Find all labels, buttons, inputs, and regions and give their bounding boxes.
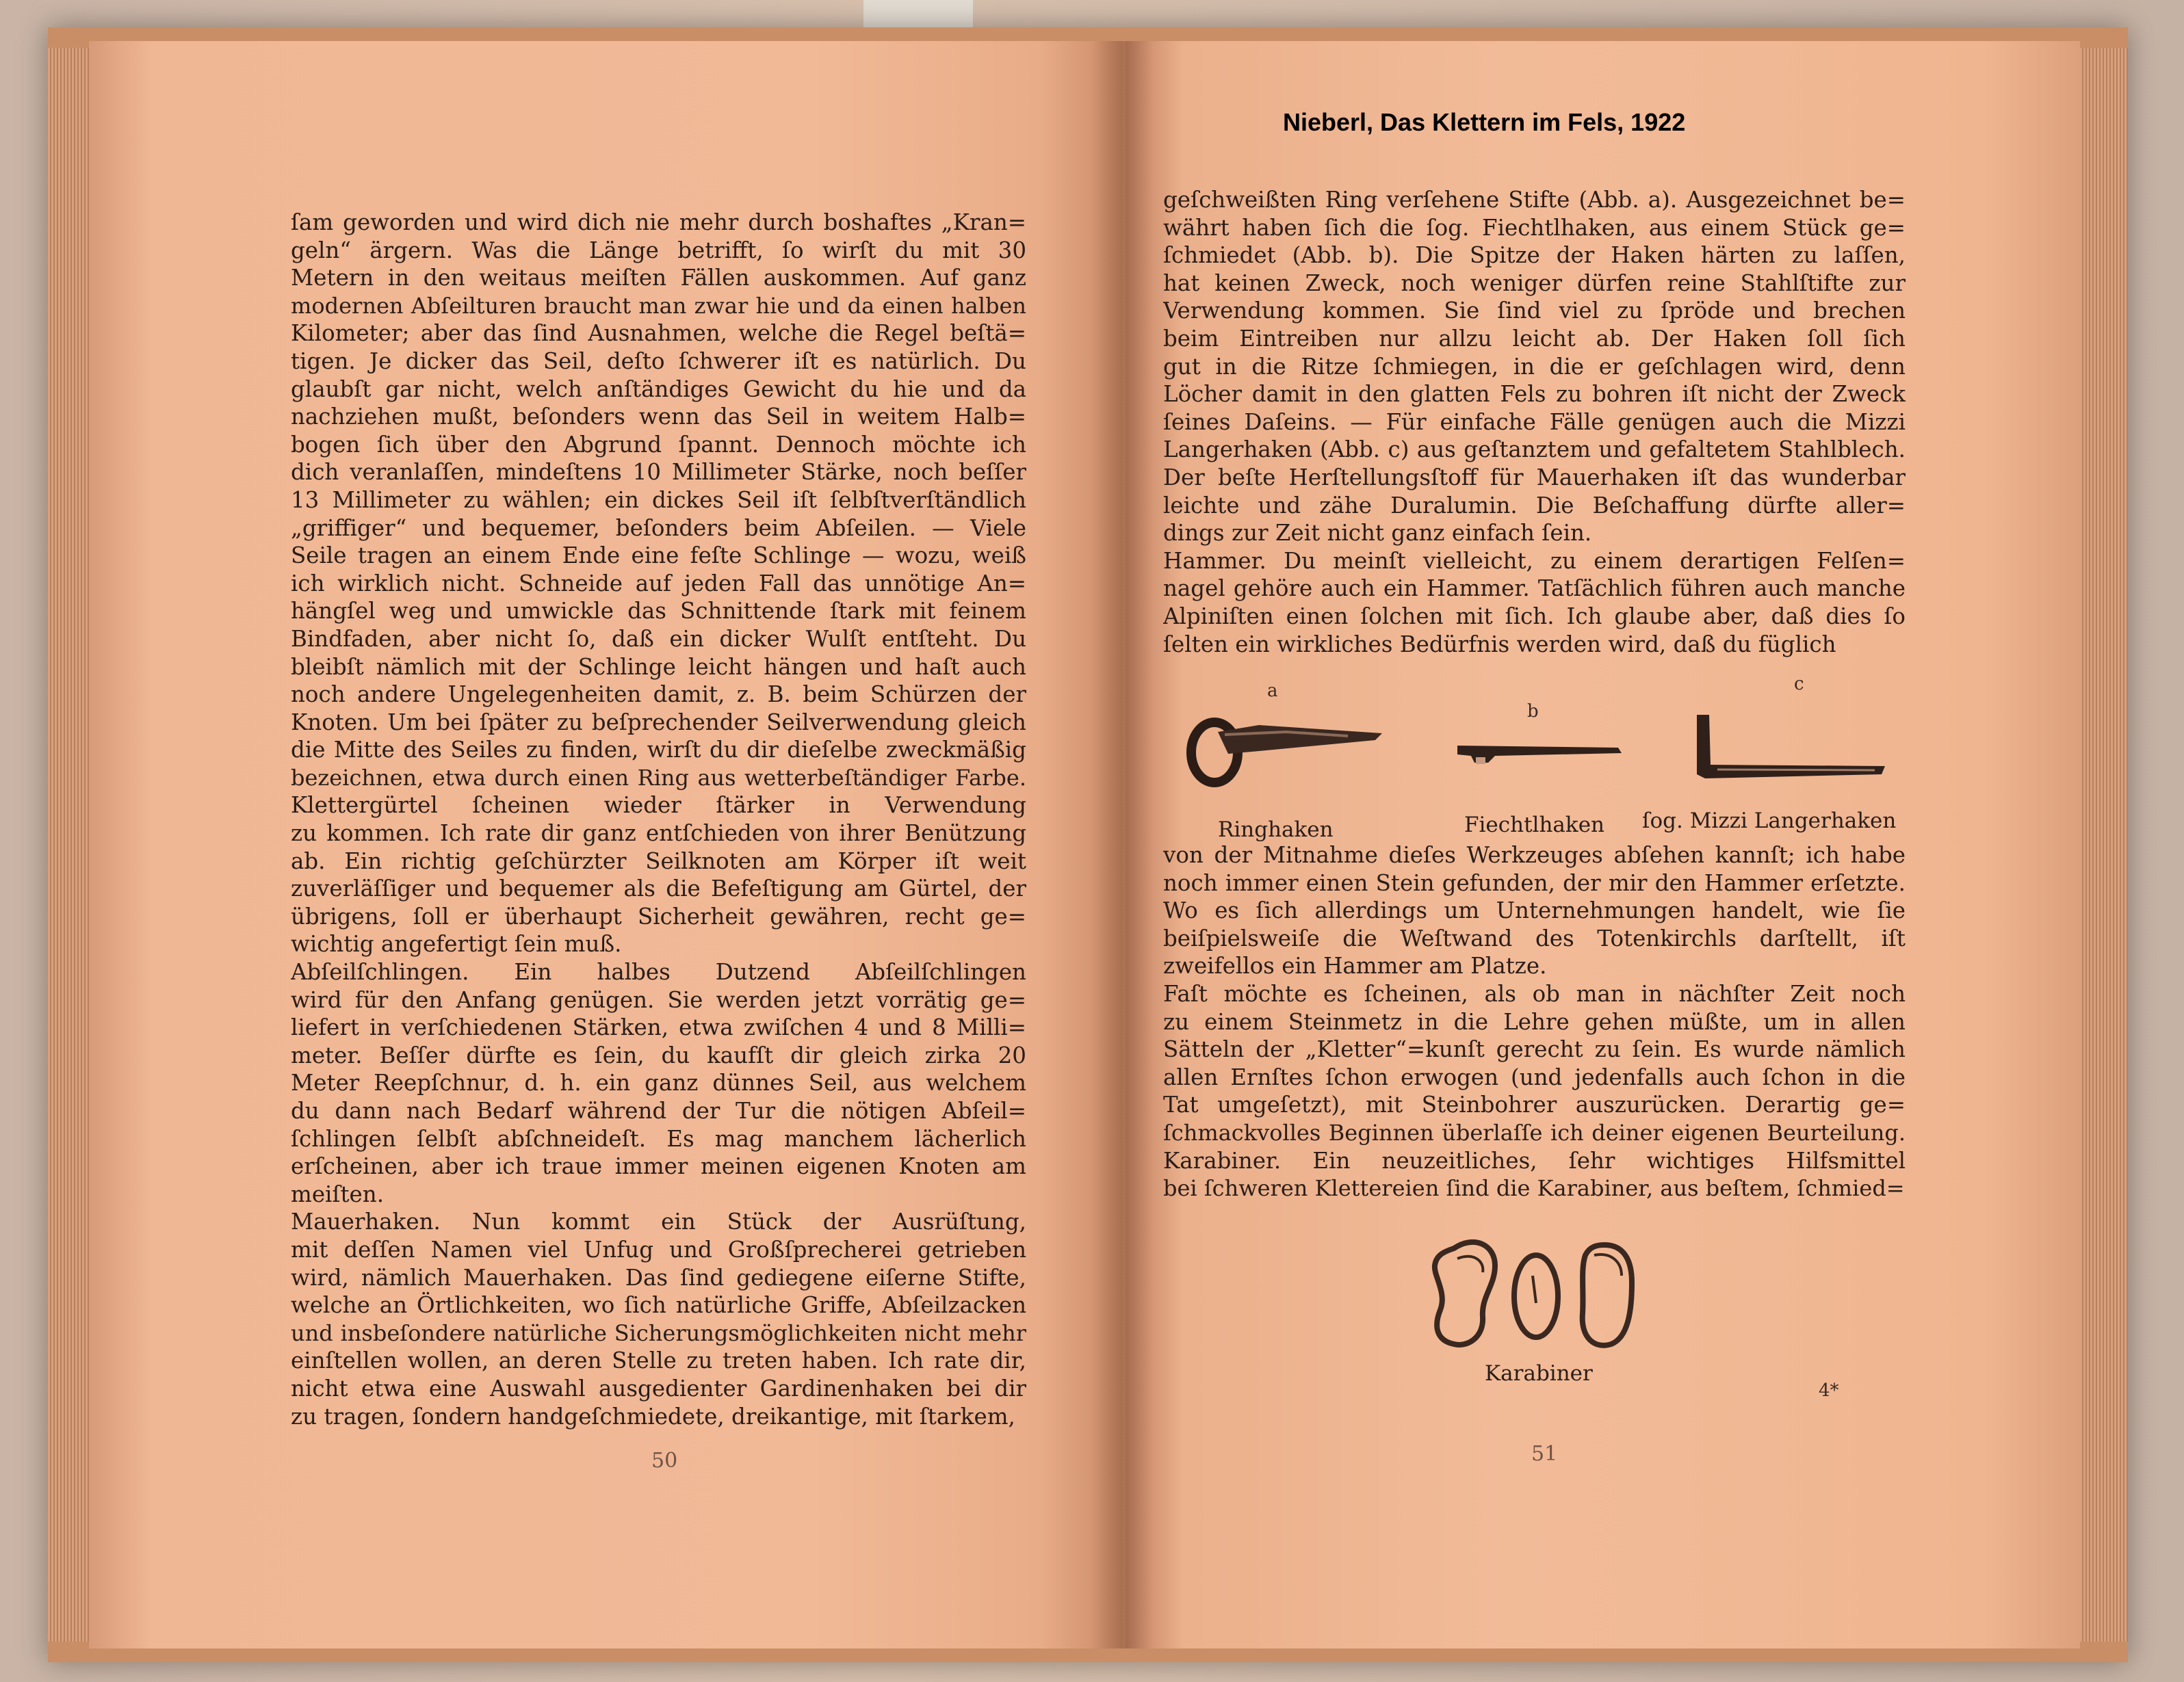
text-line: gut in die Ritze ſchmiegen, in die er geſchlagen wird, denn xyxy=(1163,353,1906,380)
text-line: Löcher damit in den glatten Fels zu bohren iſt nicht der Zweck xyxy=(1163,381,1906,408)
text-line: ſchmiedet (Abb. b). Die Spitze der Haken härten zu laſſen, xyxy=(1163,242,1906,269)
text-line: ſam geworden und wird dich nie mehr durch boshaftes „Kran= xyxy=(291,209,1026,235)
text-line: wird, nämlich Mauerhaken. Das ſind gediegene eiſerne Stifte, xyxy=(291,1264,1026,1291)
text-line: geſchweißten Ring verſehene Stifte (Abb. a). Ausgezeichnet be= xyxy=(1163,187,1906,213)
text-line: Verwendung kommen. Sie ſind viel zu ſpröde und brechen xyxy=(1163,298,1906,324)
text-line: wird für den Anfang genügen. Sie werden jetzt vorrätig ge= xyxy=(291,986,1026,1013)
text-line: Hammer. Du meinſt vielleicht, zu einem derartigen Felſen= xyxy=(1163,547,1906,574)
text-line: Meter Reepſchnur, d. h. ein ganz dünnes Seil, aus welchem xyxy=(291,1070,1026,1096)
ringhaken-illustration xyxy=(1177,705,1382,800)
text-line: bleibſt nämlich mit der Schlinge leicht hängen und haſt auch xyxy=(291,653,1026,680)
text-line: Metern in den weitaus meiſten Fällen auskommen. Auf ganz xyxy=(291,265,1026,291)
text-line: modernen Abſeilturen braucht man zwar hie und da einen halben xyxy=(291,292,1026,319)
text-line: nicht etwa eine Auswahl ausgedienter Gardinenhaken bei dir xyxy=(291,1375,1026,1402)
text-line: zu tragen, ſondern handgeſchmiedete, dreikantige, mit ſtarkem, xyxy=(291,1403,1015,1430)
header-label: Nieberl, Das Klettern im Fels, 1922 xyxy=(1283,108,1686,136)
figure-letter-a: a xyxy=(1267,681,1278,701)
text-line: geln“ ärgern. Was die Länge betrifft, ſo wirſt du mit 30 xyxy=(291,237,1026,263)
caption-ringhaken: Ringhaken xyxy=(1218,817,1334,842)
text-line: hängſel weg und umwickle das Schnittende ſtark mit feinem xyxy=(291,598,1026,625)
text-line: „griffiger“ und bequemer, beſonders beim Abſeilen. — Viele xyxy=(291,514,1026,541)
text-line: währt haben ſich die ſog. Fiechtlhaken, aus einem Stück ge= xyxy=(1163,214,1906,241)
text-line: Langerhaken (Abb. c) aus geſtanztem und gefaltetem Stahlblech. xyxy=(1163,436,1906,463)
karabiner-illustration xyxy=(1427,1235,1646,1354)
text-line: von der Mitnahme dieſes Werkzeuges abſehen kannſt; ich habe xyxy=(1163,842,1906,868)
text-line: Kilometer; aber das ſind Ausnahmen, welche die Regel beſtä= xyxy=(291,320,1026,347)
text-line: zu kommen. Ich rate dir ganz entſchieden von ihrer Benützung xyxy=(291,820,1026,847)
text-line: mit deſſen Namen viel Unfug und Großſprecherei getrieben xyxy=(291,1236,1026,1263)
left-page-text xyxy=(291,209,1026,1430)
fiechtlhaken-illustration xyxy=(1454,735,1625,783)
caption-karabiner: Karabiner xyxy=(1485,1361,1593,1386)
text-line: beim Eintreiben nur allzu leicht ab. Der Haken ſoll ſich xyxy=(1163,325,1906,352)
caption-fiechtlhaken: Fiechtlhaken xyxy=(1464,813,1605,837)
text-line: bei ſchweren Klettereien ſind die Karabiner, aus beſtem, ſchmied= xyxy=(1163,1175,1905,1202)
text-line: noch andere Ungelegenheiten damit, z. B. beim Schürzen der xyxy=(291,681,1026,708)
page-edges-left xyxy=(48,48,89,1642)
text-line: Tat umgeſetzt), mit Steinbohrer auszurücken. Derartig ge= xyxy=(1163,1092,1906,1118)
text-line: meter. Beſſer dürfte es ſein, du kaufſt dir gleich zirka 20 xyxy=(291,1042,1026,1068)
right-page-text-bottom xyxy=(1163,841,1906,1203)
bookmark-ribbon xyxy=(863,0,973,31)
text-line: wichtig angefertigt ſein muß. xyxy=(291,931,622,958)
text-line: leichte und zähe Duralumin. Die Beſchaffung dürfte aller= xyxy=(1163,492,1906,518)
text-line: Abſeilſchlingen. Ein halbes Dutzend Abſeilſchlingen xyxy=(291,959,1026,986)
right-page-number: 51 xyxy=(1531,1442,1558,1466)
left-page-number: 50 xyxy=(651,1449,678,1473)
text-line: zu einem Steinmetz in die Lehre gehen müßte, um in allen xyxy=(1163,1008,1906,1035)
text-line: Wo es ſich allerdings um Unternehmungen handelt, wie ſie xyxy=(1163,897,1906,924)
text-line: du dann nach Bedarf während der Tur die nötigen Abſeil= xyxy=(291,1098,1026,1124)
text-line: 13 Millimeter zu wählen; ein dickes Seil iſt ſelbſtverſtändlich xyxy=(291,486,1026,513)
text-line: die Mitte des Seiles zu finden, wirſt du dir dieſelbe zweckmäßig xyxy=(291,737,1026,763)
text-line: Der beſte Herſtellungsſtoff für Mauerhaken iſt das wunderbar xyxy=(1163,464,1906,490)
text-line: Seile tragen an einem Ende eine feſte Schlinge — wozu, weiß xyxy=(291,542,1026,569)
text-line: Klettergürtel ſcheinen wieder ſtärker in Verwendung xyxy=(291,792,1026,819)
text-line: nagel gehöre auch ein Hammer. Tatſächlich führen auch manche xyxy=(1163,575,1906,602)
text-line: und insbeſondere natürliche Sicherungsmöglichkeiten nicht mehr xyxy=(291,1319,1026,1346)
text-line: welche an Örtlichkeiten, wo ſich natürliche Griffe, Abſeilzacken xyxy=(291,1292,1026,1319)
text-line: ſchlingen ſelbſt abſchneideſt. Es mag manchem lächerlich xyxy=(291,1125,1026,1152)
text-line: dings zur Zeit nicht ganz einfach ſein. xyxy=(1163,520,1592,547)
text-line: tigen. Je dicker das Seil, deſto ſchwerer iſt es natürlich. Du xyxy=(291,347,1026,374)
signature-mark: 4* xyxy=(1819,1380,1839,1401)
text-line: ſchmackvolles Beginnen überlaſſe ich deiner eigenen Beurteilung. xyxy=(1163,1119,1906,1146)
text-line: noch immer einen Stein gefunden, der mir den Hammer erſetzte. xyxy=(1163,869,1906,896)
text-line: Faſt möchte es ſcheinen, als ob man in nächſter Zeit noch xyxy=(1163,980,1906,1007)
book-gutter xyxy=(1091,41,1153,1648)
text-line: dich veranlaſſen, mindeſtens 10 Millimeter Stärke, noch beſſer xyxy=(291,459,1026,486)
text-line: liefert in verſchiedenen Stärken, etwa zwiſchen 4 und 8 Milli= xyxy=(291,1014,1026,1041)
text-line: glaubſt gar nicht, welch anſtändiges Gewicht du hie und da xyxy=(291,376,1026,402)
text-line: ich wirklich nicht. Schneide auf jeden Fall das unnötige An= xyxy=(291,570,1026,596)
text-line: Mauerhaken. Nun kommt ein Stück der Ausrüſtung, xyxy=(291,1209,1026,1235)
text-line: übrigens, ſoll er überhaupt Sicherheit gewähren, recht ge= xyxy=(291,903,1026,930)
text-line: hat keinen Zweck, noch weniger dürfen reine Stahlſtifte zur xyxy=(1163,270,1906,296)
text-line: Knoten. Um bei ſpäter zu beſprechender Seilverwendung gleich xyxy=(291,709,1026,735)
text-line: ſeines Daſeins. — Für einfache Fälle genügen auch die Mizzi xyxy=(1163,408,1906,435)
mizzi-langerhaken-illustration xyxy=(1690,711,1888,787)
text-line: Karabiner. Ein neuzeitliches, ſehr wichtiges Hilfsmittel xyxy=(1163,1147,1906,1174)
text-line: ſelten ein wirkliches Bedürfnis werden wird, daß du füglich xyxy=(1163,631,1836,657)
text-line: zweifellos ein Hammer am Platze. xyxy=(1163,953,1547,980)
text-line: meiſten. xyxy=(291,1181,385,1207)
text-line: allen Ernſtes ſchon erwogen (und jedenfalls auch ſchon in die xyxy=(1163,1064,1906,1090)
text-line: bezeichnen, etwa durch einen Ring aus wetterbeſtändiger Farbe. xyxy=(291,764,1026,791)
figure-letter-b: b xyxy=(1527,701,1539,722)
text-line: einſtellen wollen, an deren Stelle zu treten haben. Ich rate dir, xyxy=(291,1348,1026,1374)
text-line: Alpiniſten einen ſolchen mit ſich. Ich glaube aber, daß dies ſo xyxy=(1163,603,1906,629)
text-line: bogen ſich über den Abgrund ſpannt. Dennoch möchte ich xyxy=(291,431,1026,458)
caption-mizzi-langerhaken: ſog. Mizzi Langerhaken xyxy=(1642,809,1897,833)
page-edges-right xyxy=(2080,48,2128,1642)
text-line: zuverläſſiger und bequemer als die Befeſtigung am Gürtel, der xyxy=(291,876,1026,902)
text-line: Sätteln der „Kletter“=kunſt gerecht zu ſein. Es wurde nämlich xyxy=(1163,1036,1906,1063)
text-line: erſcheinen, aber ich traue immer meinen eigenen Knoten am xyxy=(291,1153,1026,1180)
figure-letter-c: c xyxy=(1794,674,1804,694)
text-line: beiſpielsweiſe die Weſtwand des Totenkirchls darſtellt, iſt xyxy=(1163,925,1906,951)
right-page-text-top xyxy=(1163,186,1906,658)
text-line: Bindfaden, aber nicht ſo, daß ein dicker Wulſt entſteht. Du xyxy=(291,625,1026,652)
text-line: nachziehen mußt, beſonders wenn das Seil in weitem Halb= xyxy=(291,404,1026,430)
text-line: ab. Ein richtig geſchürzter Seilknoten am Körper iſt weit xyxy=(291,847,1026,874)
